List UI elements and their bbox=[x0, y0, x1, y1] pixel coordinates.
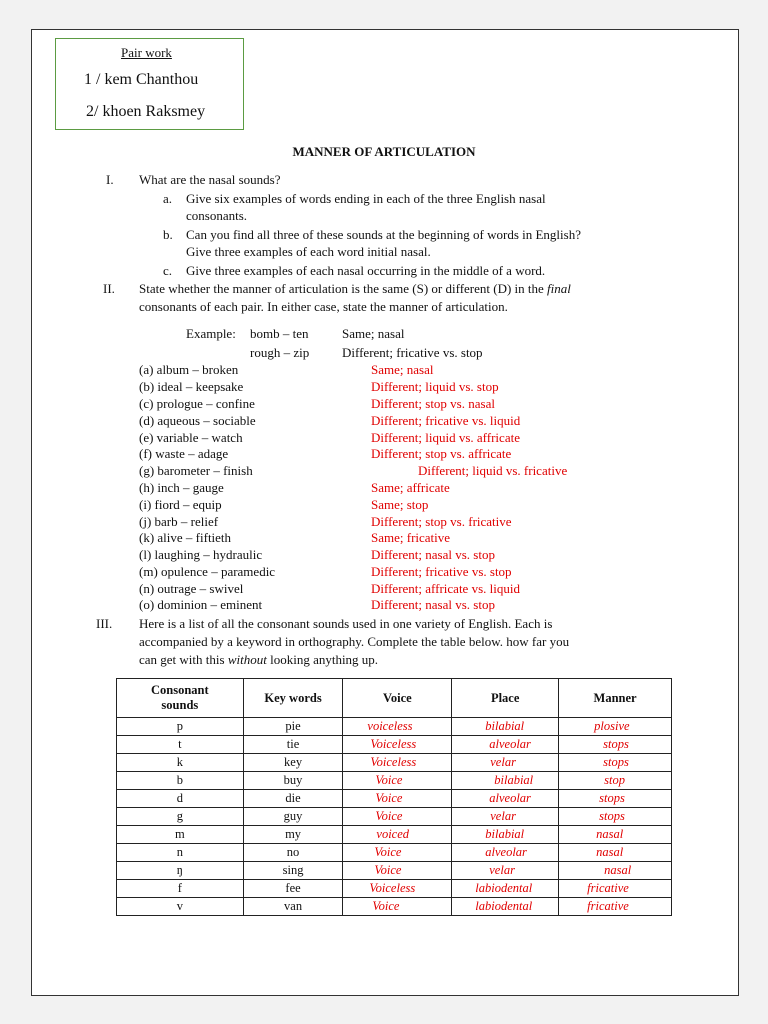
section-3-number: III. bbox=[96, 616, 113, 631]
pair-answer: Different; fricative vs. stop bbox=[371, 564, 512, 579]
section-3-line2: accompanied by a keyword in orthography. Complete the table below. how far you bbox=[139, 634, 570, 649]
section-2-line1-text: State whether the manner of articulation is the same (S) or different (D) in the bbox=[139, 281, 548, 296]
pair-item: (k) alive – fiftieth bbox=[139, 530, 232, 545]
manner-cell: stops bbox=[559, 736, 672, 754]
place-cell: velar bbox=[452, 754, 559, 772]
section-3-line3-a: can get with this bbox=[139, 652, 228, 667]
example-1-answer: Same; nasal bbox=[342, 326, 405, 341]
example-label: Example: bbox=[186, 326, 236, 341]
sound-cell: f bbox=[117, 880, 244, 898]
header-manner: Manner bbox=[559, 679, 672, 718]
manner-cell: nasal bbox=[559, 862, 672, 880]
voice-cell: Voiceless bbox=[343, 880, 452, 898]
table-row bbox=[117, 862, 672, 880]
keyword-cell: die bbox=[243, 790, 343, 808]
table-row bbox=[117, 790, 672, 808]
header-key-words: Key words bbox=[243, 679, 343, 718]
page-title: MANNER OF ARTICULATION bbox=[292, 144, 476, 159]
header-place: Place bbox=[452, 679, 559, 718]
pair-answer: Different; nasal vs. stop bbox=[371, 597, 495, 612]
pair-item: (h) inch – gauge bbox=[139, 480, 224, 495]
sound-cell: d bbox=[117, 790, 244, 808]
manner-cell: nasal bbox=[559, 844, 672, 862]
pair-item: (n) outrage – swivel bbox=[139, 581, 244, 596]
pair-item: (m) opulence – paramedic bbox=[139, 564, 276, 579]
pair-answer: Different; stop vs. nasal bbox=[371, 396, 495, 411]
pair-work-title: Pair work bbox=[121, 45, 172, 60]
item-1b-line2: Give three examples of each word initial nasal. bbox=[186, 244, 431, 259]
pair-item: (a) album – broken bbox=[139, 362, 239, 377]
manner-cell: plosive bbox=[559, 718, 672, 736]
item-1a-line2: consonants. bbox=[186, 208, 248, 223]
pair-answer: Same; fricative bbox=[371, 530, 451, 545]
example-2-answer: Different; fricative vs. stop bbox=[342, 345, 483, 360]
pair-item: (o) dominion – eminent bbox=[139, 597, 263, 612]
table-row bbox=[117, 826, 672, 844]
manner-cell: stops bbox=[559, 754, 672, 772]
place-cell: velar bbox=[452, 808, 559, 826]
table-row bbox=[117, 808, 672, 826]
item-1b-line1: Can you find all three of these sounds at the beginning of words in English? bbox=[186, 227, 581, 242]
header-voice: Voice bbox=[343, 679, 452, 718]
place-cell: alveolar bbox=[452, 790, 559, 808]
voice-cell: Voice bbox=[343, 862, 452, 880]
pair-work-box bbox=[55, 38, 244, 130]
sound-cell: n bbox=[117, 844, 244, 862]
voice-cell: voiced bbox=[343, 826, 452, 844]
place-cell: bilabial bbox=[452, 772, 559, 790]
sound-cell: b bbox=[117, 772, 244, 790]
keyword-cell: key bbox=[243, 754, 343, 772]
pair-item: (b) ideal – keepsake bbox=[139, 379, 244, 394]
table-row bbox=[117, 844, 672, 862]
sound-cell: p bbox=[117, 718, 244, 736]
section-3-line3 bbox=[139, 652, 378, 668]
place-cell: alveolar bbox=[452, 736, 559, 754]
manner-cell: fricative bbox=[559, 898, 672, 916]
item-1b-letter: b. bbox=[163, 227, 173, 242]
header-consonant-l1: Consonant bbox=[151, 683, 209, 697]
voice-cell: Voiceless bbox=[343, 754, 452, 772]
keyword-cell: tie bbox=[243, 736, 343, 754]
pair-item: (j) barb – relief bbox=[139, 514, 219, 529]
place-cell: labiodental bbox=[452, 880, 559, 898]
sound-cell: m bbox=[117, 826, 244, 844]
keyword-cell: fee bbox=[243, 880, 343, 898]
section-1-question: What are the nasal sounds? bbox=[139, 172, 281, 187]
table-header-row bbox=[117, 679, 672, 718]
pair-item: (d) aqueous – sociable bbox=[139, 413, 256, 428]
table-row bbox=[117, 718, 672, 736]
keyword-cell: van bbox=[243, 898, 343, 916]
voice-cell: Voice bbox=[343, 844, 452, 862]
voice-cell: Voice bbox=[343, 898, 452, 916]
keyword-cell: no bbox=[243, 844, 343, 862]
section-2-number: II. bbox=[103, 281, 115, 296]
pair-answer: Different; nasal vs. stop bbox=[371, 547, 495, 562]
pair-answer: Different; liquid vs. affricate bbox=[371, 430, 520, 445]
section-2-line1 bbox=[139, 281, 571, 297]
section-3-line3-emphasis: without bbox=[227, 652, 267, 667]
table-row bbox=[117, 772, 672, 790]
manner-cell: stop bbox=[559, 772, 672, 790]
voice-cell: Voice bbox=[343, 790, 452, 808]
item-1a-line1: Give six examples of words ending in each of the three English nasal bbox=[186, 191, 546, 206]
manner-cell: stops bbox=[559, 808, 672, 826]
pair-answer: Different; stop vs. affricate bbox=[371, 446, 512, 461]
pair-item: (g) barometer – finish bbox=[139, 463, 253, 478]
pair-answer: Same; affricate bbox=[371, 480, 450, 495]
pair-answer: Same; stop bbox=[371, 497, 429, 512]
example-1-pair: bomb – ten bbox=[250, 326, 309, 341]
keyword-cell: guy bbox=[243, 808, 343, 826]
pair-item: (i) fiord – equip bbox=[139, 497, 222, 512]
item-1c-line1: Give three examples of each nasal occurring in the middle of a word. bbox=[186, 263, 546, 278]
pair-answer: Different; liquid vs. stop bbox=[371, 379, 499, 394]
voice-cell: Voice bbox=[343, 808, 452, 826]
section-2-line2: consonants of each pair. In either case, state the manner of articulation. bbox=[139, 299, 508, 314]
pair-item: (e) variable – watch bbox=[139, 430, 243, 445]
voice-cell: Voiceless bbox=[343, 736, 452, 754]
manner-cell: nasal bbox=[559, 826, 672, 844]
pair-member-1: 1 / kem Chanthou bbox=[84, 71, 199, 88]
pair-answer: Same; nasal bbox=[371, 362, 434, 377]
voice-cell: Voice bbox=[343, 772, 452, 790]
pair-answer: Different; stop vs. fricative bbox=[371, 514, 512, 529]
section-1-number: I. bbox=[106, 172, 114, 187]
section-2-line1-emphasis: final bbox=[547, 281, 571, 296]
example-2-pair: rough – zip bbox=[250, 345, 310, 360]
keyword-cell: sing bbox=[243, 862, 343, 880]
keyword-cell: my bbox=[243, 826, 343, 844]
section-3-line3-b: looking anything up. bbox=[266, 652, 379, 667]
keyword-cell: pie bbox=[243, 718, 343, 736]
pair-answer: Different; fricative vs. liquid bbox=[371, 413, 521, 428]
pair-item: (f) waste – adage bbox=[139, 446, 229, 461]
place-cell: bilabial bbox=[452, 826, 559, 844]
manner-cell: fricative bbox=[559, 880, 672, 898]
sound-cell: v bbox=[117, 898, 244, 916]
place-cell: velar bbox=[452, 862, 559, 880]
header-consonant-l2: sounds bbox=[161, 698, 199, 712]
sound-cell: k bbox=[117, 754, 244, 772]
keyword-cell: buy bbox=[243, 772, 343, 790]
pair-item: (c) prologue – confine bbox=[139, 396, 255, 411]
sound-cell: g bbox=[117, 808, 244, 826]
manner-cell: stops bbox=[559, 790, 672, 808]
pair-item: (l) laughing – hydraulic bbox=[139, 547, 263, 562]
section-3-line1: Here is a list of all the consonant sounds used in one variety of English. Each is bbox=[139, 616, 553, 631]
table-row bbox=[117, 736, 672, 754]
place-cell: labiodental bbox=[452, 898, 559, 916]
table-row bbox=[117, 880, 672, 898]
item-1a-letter: a. bbox=[163, 191, 173, 206]
pair-member-2: 2/ khoen Raksmey bbox=[86, 103, 206, 120]
voice-cell: voiceless bbox=[343, 718, 452, 736]
pair-answer: Different; liquid vs. fricative bbox=[418, 463, 568, 478]
table-row bbox=[117, 754, 672, 772]
pair-answer: Different; affricate vs. liquid bbox=[371, 581, 520, 596]
consonant-table bbox=[116, 678, 672, 916]
sound-cell: ŋ bbox=[117, 862, 244, 880]
sound-cell: t bbox=[117, 736, 244, 754]
place-cell: alveolar bbox=[452, 844, 559, 862]
table-row bbox=[117, 898, 672, 916]
header-consonant-sounds bbox=[117, 679, 244, 718]
item-1c-letter: c. bbox=[163, 263, 173, 278]
place-cell: bilabial bbox=[452, 718, 559, 736]
